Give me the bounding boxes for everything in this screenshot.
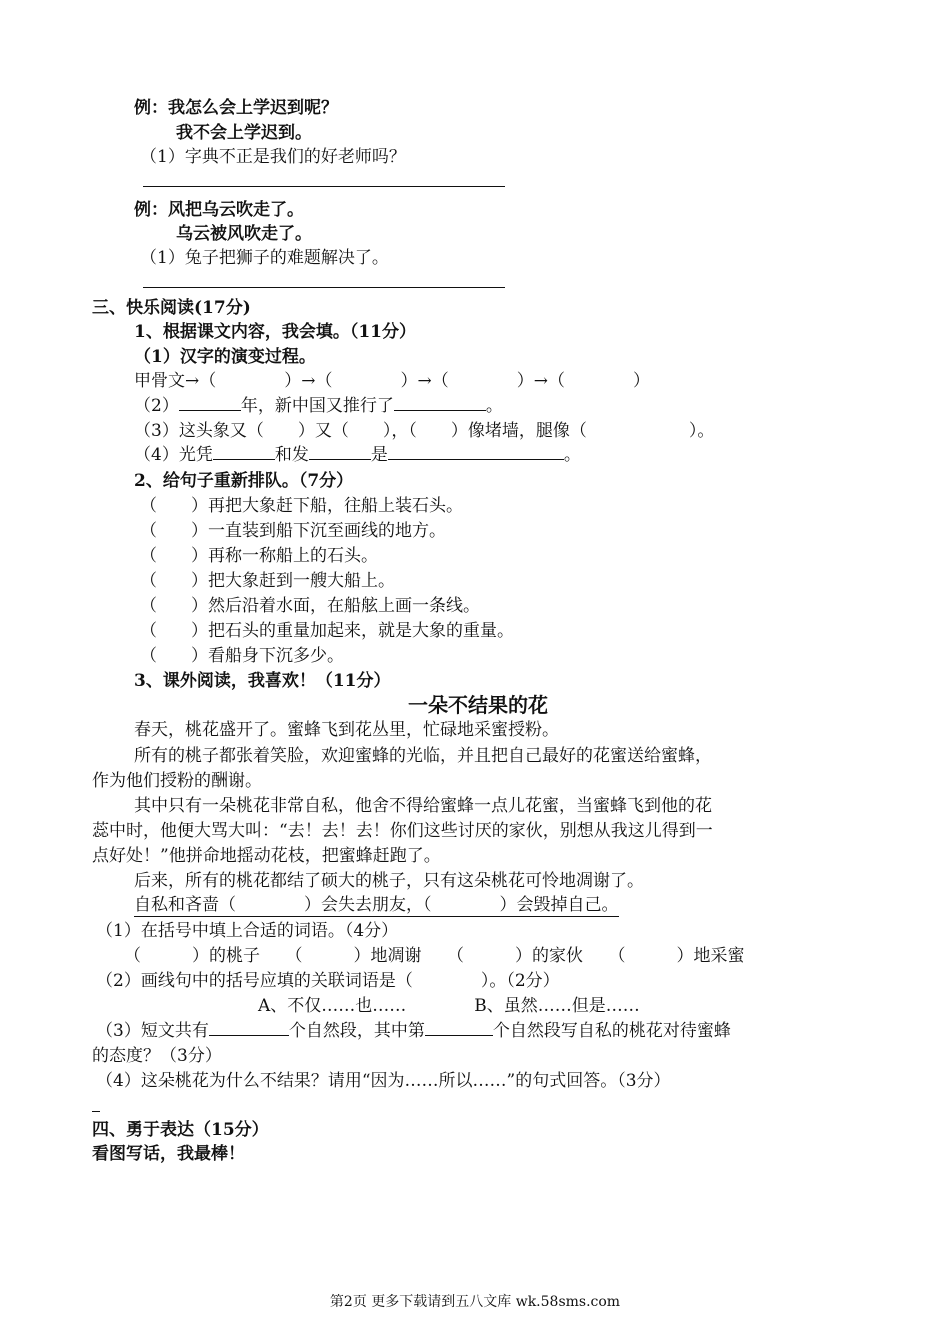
q1-line-2 — [134, 395, 503, 417]
passage-p2b: 作为他们授粉的酬谢。 — [92, 771, 262, 791]
question-1: （1）字典不正是我们的好老师吗？ — [140, 147, 406, 167]
sub-question-1-items: （ ）的桃子 （ ）地凋谢 （ ）的家伙 （ ）地采蜜 — [124, 946, 745, 966]
passage-p3b: 蕊中时，他便大骂大叫：“去！去！去！你们这些讨厌的家伙，别想从我这儿得到一 — [92, 821, 713, 841]
sub-question-2: （2）画线句中的括号应填的关联词语是（ ）。（2分） — [96, 971, 560, 991]
list-item: （ ）看船身下沉多少。 — [140, 646, 344, 666]
list-item: （ ）再称一称船上的石头。 — [140, 546, 378, 566]
q1-line-4-mid2: 是 — [370, 445, 388, 465]
example-1-answer: 我不会上学迟到。 — [176, 123, 312, 143]
underlined-sentence: 自私和吝啬（ ）会失去朋友，（ ）会毁掉自己。 — [134, 895, 619, 915]
q1-line-3: （3）这头象又（ ）又（ ），（ ）像堵墙，腿像（ ）。 — [134, 421, 715, 441]
section-4-heading: 四、勇于表达（15分） — [92, 1120, 269, 1140]
sub-question-3-prefix: （3）短文共有 — [96, 1021, 209, 1041]
q1-line-2-mid: 年，新中国又推行了 — [240, 396, 394, 416]
passage-p3c: 点好处！”他拼命地摇动花枝，把蜜蜂赶跑了。 — [92, 846, 441, 866]
blank-reform[interactable] — [394, 396, 486, 411]
list-item: （ ）把大象赶到一艘大船上。 — [140, 571, 395, 591]
sub-question-3-cont: 的态度？（3分） — [92, 1046, 222, 1066]
example-2-answer: 乌云被风吹走了。 — [176, 224, 312, 244]
q1-line-2-prefix: （2） — [134, 396, 179, 416]
q3-heading: 3、课外阅读，我喜欢！（11分） — [134, 671, 391, 691]
q1-line-4 — [134, 444, 581, 466]
blank-year[interactable] — [179, 396, 241, 411]
passage-p3a: 其中只有一朵桃花非常自私，他舍不得给蜜蜂一点儿花蜜，当蜜蜂飞到他的花 — [134, 796, 712, 816]
blank-4c[interactable] — [388, 445, 564, 460]
answer-line-1[interactable] — [143, 186, 505, 187]
q1-line-4-prefix: （4）光凭 — [134, 445, 213, 465]
list-item: （ ）把石头的重量加起来，就是大象的重量。 — [140, 621, 514, 641]
blank-4b[interactable] — [309, 445, 371, 460]
passage-p5-underlined — [134, 894, 619, 916]
list-item: （ ）然后沿着水面，在船舷上画一条线。 — [140, 596, 480, 616]
sub-question-4: （4）这朵桃花为什么不结果？请用“因为……所以……”的句式回答。（3分） — [96, 1071, 671, 1091]
answer-line-4[interactable] — [92, 1111, 100, 1112]
page-footer: 第2页 更多下载请到五八文库 wk.58sms.com — [329, 1294, 621, 1310]
list-item: （ ）一直装到船下沉至画线的地方。 — [140, 521, 446, 541]
passage-p1: 春天，桃花盛开了。蜜蜂飞到花丛里，忙碌地采蜜授粉。 — [134, 720, 559, 740]
section-3-heading: 三、快乐阅读(17分) — [92, 298, 251, 318]
q1-sub1: （1）汉字的演变过程。 — [134, 347, 316, 367]
passage-p2a: 所有的桃子都张着笑脸，欢迎蜜蜂的光临，并且把自己最好的花蜜送给蜜蜂， — [134, 746, 712, 766]
q1-heading: 1、根据课文内容，我会填。（11分） — [134, 322, 416, 342]
q1-line-4-end: 。 — [563, 445, 581, 465]
sub-question-1: （1）在括号中填上合适的词语。（4分） — [96, 921, 399, 941]
passage-title: 一朵不结果的花 — [408, 693, 548, 717]
blank-4a[interactable] — [213, 445, 275, 460]
section-4-sub: 看图写话，我最棒！ — [92, 1144, 245, 1164]
example-2-label: 例：风把乌云吹走了。 — [134, 200, 304, 220]
evolution-line: 甲骨文→（ ）→（ ）→（ ）→（ ） — [134, 371, 650, 391]
q1-line-2-end: 。 — [485, 396, 503, 416]
answer-line-2[interactable] — [143, 287, 505, 288]
question-2: （1）兔子把狮子的难题解决了。 — [140, 248, 389, 268]
example-1-label: 例：我怎么会上学迟到呢？ — [134, 98, 338, 118]
blank-paragraph-count[interactable] — [209, 1021, 289, 1036]
sub-question-2-options: A、不仅……也…… B、虽然……但是…… — [258, 996, 640, 1016]
passage-p4: 后来，所有的桃花都结了硕大的桃子，只有这朵桃花可怜地凋谢了。 — [134, 871, 644, 891]
list-item: （ ）再把大象赶下船，往船上装石头。 — [140, 496, 463, 516]
sub-question-3-mid: 个自然段，其中第 — [288, 1021, 425, 1041]
q1-line-4-mid: 和发 — [274, 445, 309, 465]
sub-question-3 — [96, 1020, 731, 1042]
sub-question-3-end: 个自然段写自私的桃花对待蜜蜂 — [492, 1021, 731, 1041]
q2-heading: 2、给句子重新排队。（7分） — [134, 471, 354, 491]
blank-paragraph-index[interactable] — [425, 1021, 493, 1036]
